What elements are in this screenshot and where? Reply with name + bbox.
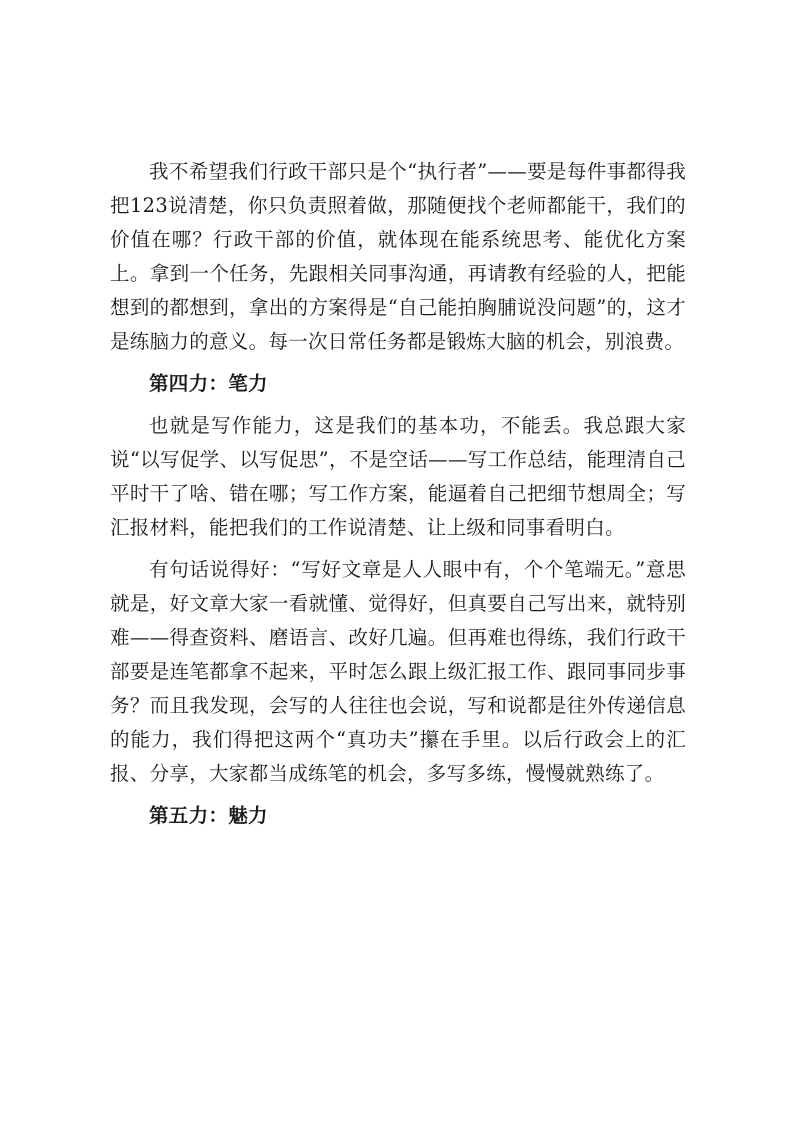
section-heading-charisma: 第五力：魅力 xyxy=(149,804,268,827)
section-heading-writing-power: 第四力：笔力 xyxy=(149,372,268,395)
paragraph-writing-ability: 也就是写作能力，这是我们的基本功，不能丢。我总跟大家说“以写促学、以写促思”，不是空话——写工作总结，能理清自己平时干了啥、错在哪；写工作方案，能逼着自己把细节想周全；写汇报材料，能把我们的工作说清楚、让上级和同事看明白。 xyxy=(110,414,686,539)
paragraph-thinking-power: 我不希望我们行政干部只是个“执行者”——要是每件事都得我把123说清楚，你只负责照着做，那随便找个老师都能干，我们的价值在哪？行政干部的价值，就体现在能系统思考、能优化方案上。拿到一个任务，先跟相关同事沟通，再请教有经验的人，把能想到的都想到，拿出的方案得是“自己能拍胸脯说没问题”的，这才是练脑力的意义。每一次日常任务都是锻炼大脑的机会，别浪费。 xyxy=(110,160,686,353)
paragraph-writing-practice: 有句话说得好：“写好文章是人人眼中有，个个笔端无。”意思就是，好文章大家一看就懂、觉得好，但真要自己写出来，就特别难——得查资料、磨语言、改好几遍。但再难也得练，我们行政干部要是连笔都拿不起来，平时怎么跟上级汇报工作、跟同事同步事务？而且我发现，会写的人往往也会说，写和说都是往外传递信息的能力，我们得把这两个“真功夫”攥在手里。以后行政会上的汇报、分享，大家都当成练笔的机会，多写多练，慢慢就熟练了。 xyxy=(110,558,686,785)
document-body xyxy=(110,155,686,841)
